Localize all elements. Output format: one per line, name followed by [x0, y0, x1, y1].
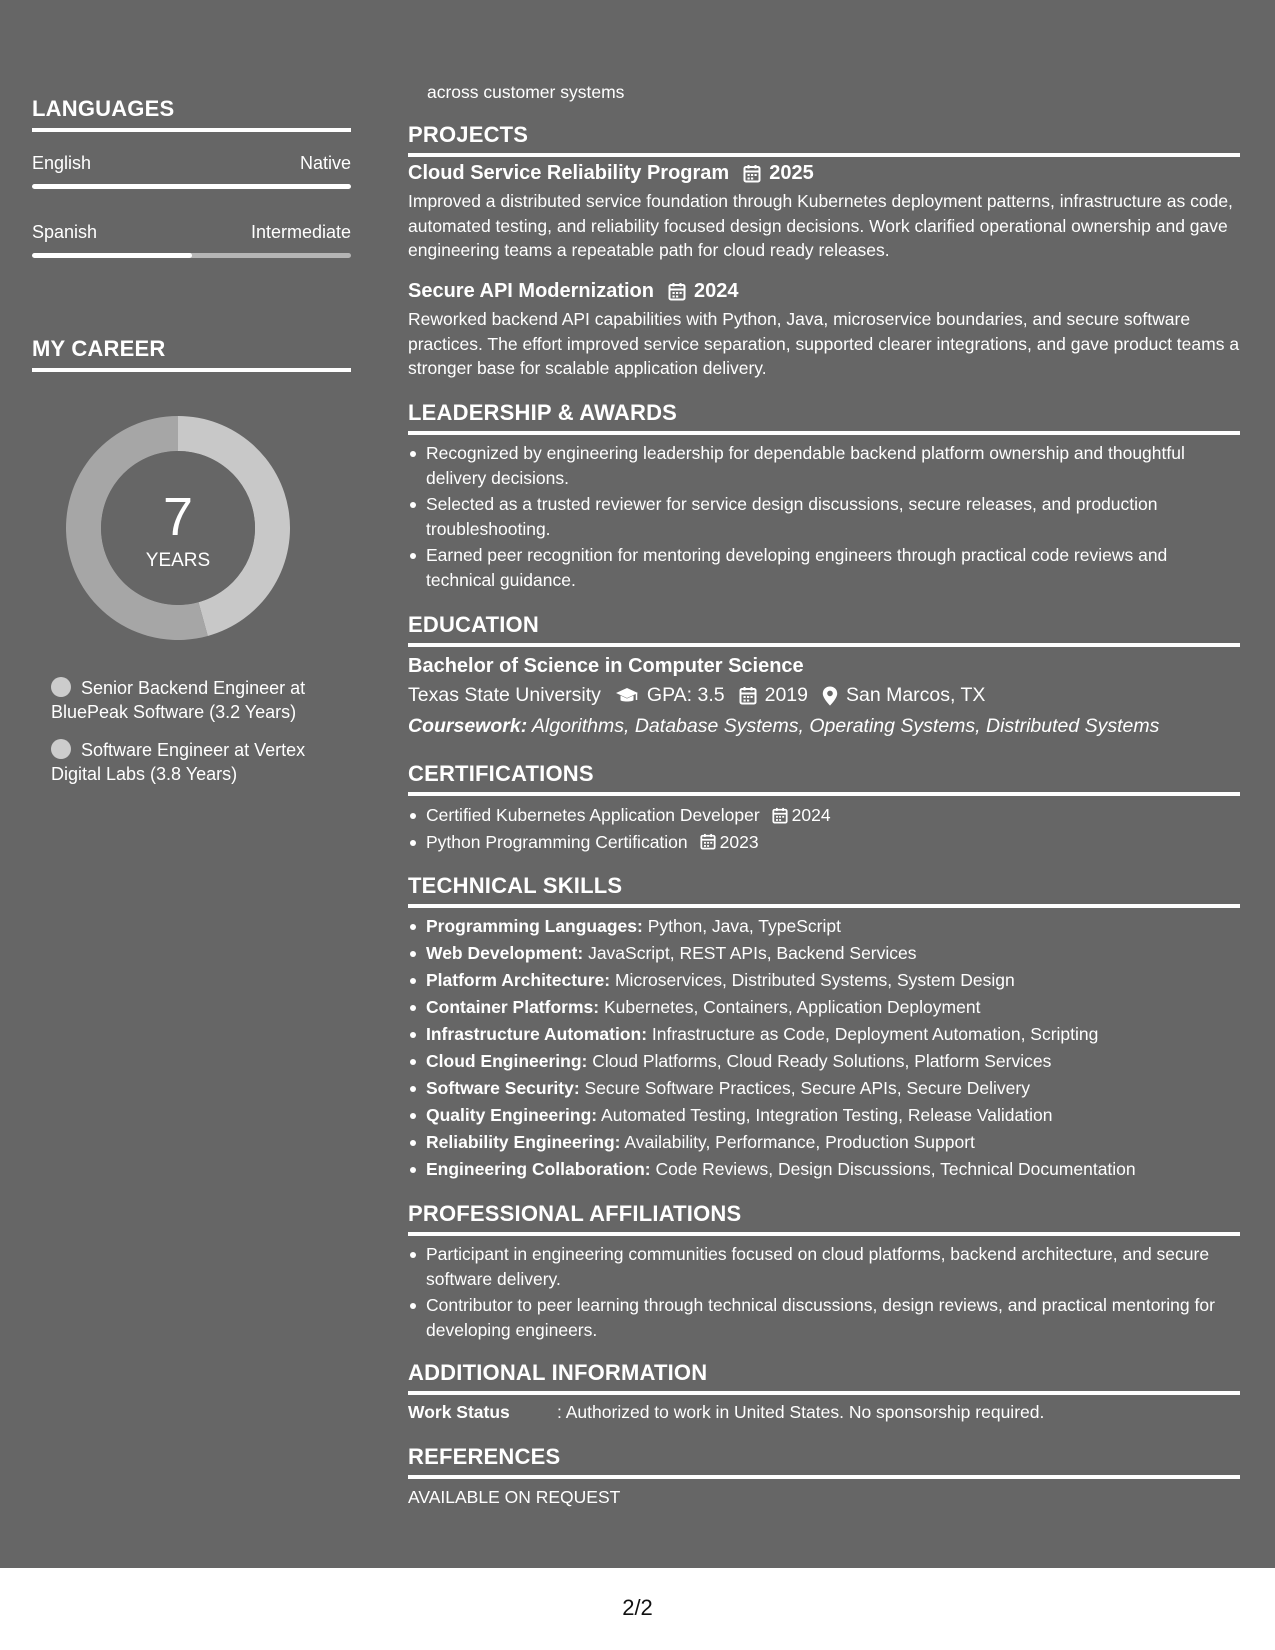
skill-item [408, 995, 1240, 1020]
skill-item [408, 968, 1240, 993]
education-coursework [408, 715, 1240, 738]
skill-value: Cloud Platforms, Cloud Ready Solutions, Platform Services [592, 1051, 1052, 1071]
skill-value: Kubernetes, Containers, Application Deployment [603, 997, 981, 1017]
project-title-row [408, 280, 1240, 303]
education-year: 2019 [764, 684, 808, 706]
calendar-icon [668, 282, 686, 301]
certifications-heading: CERTIFICATIONS [408, 761, 1240, 796]
references-heading: REFERENCES [408, 1444, 1240, 1479]
career-legend-item [51, 676, 341, 724]
calendar-icon [739, 686, 757, 705]
education-heading: EDUCATION [408, 612, 1240, 647]
project-title: Secure API Modernization [408, 280, 654, 302]
affiliations-heading: PROFESSIONAL AFFILIATIONS [408, 1201, 1240, 1236]
project-description: Reworked backend API capabilities with Python, Java, microservice boundaries, and secure software practices. The effort improved service separation, supported clearer integrations, and gave product teams a stronger base for scalable application delivery. [408, 309, 1240, 378]
career-legend-label: Senior Backend Engineer at BluePeak Software (3.2 Years) [51, 678, 306, 722]
skill-value: Microservices, Distributed Systems, System Design [614, 970, 1015, 990]
project-year: 2025 [769, 162, 814, 184]
skill-label: Infrastructure Automation: [426, 1024, 648, 1044]
skill-value: Infrastructure as Code, Deployment Automation, Scripting [651, 1024, 1099, 1044]
skill-label: Programming Languages: [426, 916, 643, 936]
language-name: Spanish [32, 222, 98, 242]
certification-item [408, 803, 1240, 828]
references-text: AVAILABLE ON REQUEST [408, 1487, 621, 1507]
skill-label: Cloud Engineering: [426, 1051, 588, 1071]
certification-name: Python Programming Certification [426, 831, 688, 852]
skill-label: Reliability Engineering: [426, 1132, 621, 1152]
skill-value: JavaScript, REST APIs, Backend Services [588, 943, 917, 963]
leadership-list [408, 441, 1240, 594]
certification-year: 2023 [719, 831, 759, 852]
career-total-years: 7 [162, 487, 194, 547]
skill-label: Engineering Collaboration: [426, 1159, 651, 1179]
skill-label: Container Platforms: [426, 997, 600, 1017]
projects-heading: PROJECTS [408, 122, 1240, 157]
skill-value: Python, Java, TypeScript [647, 916, 841, 936]
page-number: 2/2 [622, 1595, 653, 1620]
list-item: Earned peer recognition for mentoring developing engineers through practical code reviews and technical guidance. [408, 543, 1240, 592]
leadership-heading: LEADERSHIP & AWARDS [408, 400, 1240, 435]
carryover-text: across customer systems [427, 82, 625, 102]
project-item [408, 280, 1240, 381]
career-years-label: YEARS [145, 550, 211, 571]
list-item: Selected as a trusted reviewer for service design discussions, secure releases, and production troubleshooting. [408, 492, 1240, 541]
skills-heading: TECHNICAL SKILLS [408, 873, 1240, 908]
legend-dot [51, 739, 71, 759]
education-gpa: GPA: 3.5 [646, 684, 725, 706]
skill-item [408, 941, 1240, 966]
skill-value: Availability, Performance, Production Support [624, 1132, 975, 1152]
certification-name: Certified Kubernetes Application Developer [426, 805, 760, 825]
language-level: Intermediate [250, 222, 351, 242]
language-bar-spanish [32, 253, 351, 258]
languages-heading: LANGUAGES [32, 96, 351, 132]
skill-value: Automated Testing, Integration Testing, Release Validation [601, 1105, 1053, 1125]
additional-info-heading: ADDITIONAL INFORMATION [408, 1360, 1240, 1395]
skill-label: Software Security: [426, 1078, 580, 1098]
education-details [408, 684, 1240, 707]
skill-label: Platform Architecture: [426, 970, 611, 990]
legend-dot [51, 677, 71, 697]
project-item [408, 162, 1240, 263]
certification-year: 2024 [791, 805, 831, 825]
calendar-icon [772, 807, 788, 824]
project-title-row [408, 162, 1240, 185]
project-description: Improved a distributed service foundation through Kubernetes deployment patterns, infrastructure as code, automated testing, and reliability focused design decisions. Work clarified operational ownership and gave engineering teams a repeatable path for cloud ready releases. [408, 191, 1233, 260]
calendar-icon [700, 833, 716, 850]
coursework-label: Coursework: [408, 715, 528, 737]
work-status-row [408, 1400, 1240, 1425]
language-row-english [32, 153, 351, 174]
list-item: Recognized by engineering leadership for dependable backend platform ownership and thoughtful delivery decisions. [408, 441, 1240, 490]
skill-item [408, 1049, 1240, 1074]
education-location: San Marcos, TX [845, 684, 986, 706]
skills-list [408, 914, 1240, 1184]
skill-item [408, 1022, 1240, 1047]
work-status-value: : Authorized to work in United States. No sponsorship required. [557, 1402, 1045, 1422]
language-row-spanish [32, 222, 351, 243]
coursework-list: Algorithms, Database Systems, Operating Systems, Distributed Systems [531, 715, 1160, 737]
education-degree: Bachelor of Science in Computer Science [408, 655, 804, 677]
skill-item [408, 1130, 1240, 1155]
certifications-list [408, 803, 1240, 856]
career-heading: MY CAREER [32, 336, 351, 372]
language-bar-fill [32, 253, 192, 258]
skill-label: Web Development: [426, 943, 584, 963]
graduation-cap-icon [615, 687, 639, 705]
skill-value: Code Reviews, Design Discussions, Technical Documentation [655, 1159, 1136, 1179]
skill-label: Quality Engineering: [426, 1105, 598, 1125]
list-item: Participant in engineering communities focused on cloud platforms, backend architecture, and secure software delivery. [408, 1242, 1240, 1291]
career-legend-item [51, 738, 341, 786]
career-legend-label: Software Engineer at Vertex Digital Labs (3.8 Years) [51, 740, 306, 784]
skill-item [408, 1157, 1240, 1182]
calendar-icon [743, 164, 761, 183]
language-bar-english [32, 184, 351, 189]
education-entry [408, 655, 1240, 738]
language-level: Native [299, 153, 351, 173]
education-school: Texas State University [408, 684, 601, 706]
skill-item [408, 914, 1240, 939]
skill-item [408, 1103, 1240, 1128]
map-pin-icon [822, 686, 838, 706]
language-name: English [32, 153, 92, 173]
skill-value: Secure Software Practices, Secure APIs, Secure Delivery [584, 1078, 1030, 1098]
list-item: Contributor to peer learning through technical discussions, design reviews, and practical mentoring for developing engineers. [408, 1293, 1240, 1342]
certification-item [408, 830, 1240, 855]
work-status-label: Work Status [408, 1402, 510, 1422]
skill-item [408, 1076, 1240, 1101]
affiliations-list [408, 1242, 1240, 1344]
language-bar-fill [32, 184, 351, 189]
project-title: Cloud Service Reliability Program [408, 162, 730, 184]
project-year: 2024 [693, 280, 739, 302]
